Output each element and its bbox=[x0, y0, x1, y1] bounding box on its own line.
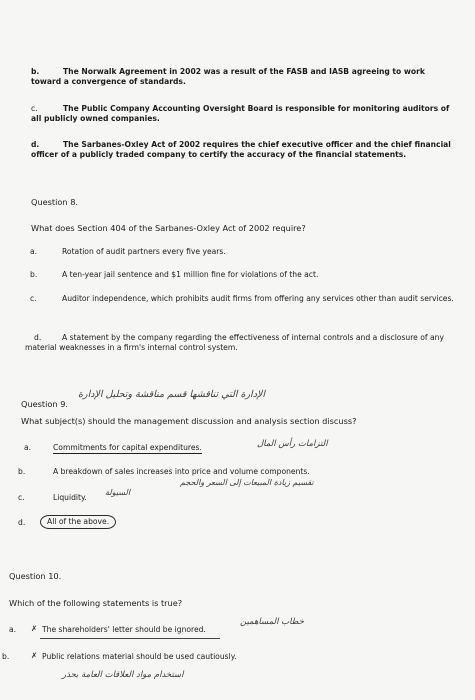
q9-option-c-text: Liquidity. bbox=[53, 493, 87, 502]
q10-title: Question 10. bbox=[9, 571, 62, 581]
cross-mark-icon: ✗ bbox=[31, 651, 38, 660]
q9-header-handwritten-note: الإدارة التي تناقشها قسم مناقشة وتحليل الإدارة bbox=[78, 389, 265, 400]
q10-option-b-letter: b. bbox=[2, 652, 10, 661]
q9-prompt: What subject(s) should the management discussion and analysis section discuss? bbox=[21, 416, 357, 426]
q8-title: Question 8. bbox=[31, 197, 79, 207]
q7-option-b-letter: b. bbox=[31, 67, 40, 76]
q9-option-d-letter: d. bbox=[18, 518, 26, 527]
q10-prompt: Which of the following statements is true? bbox=[9, 598, 183, 608]
q9-title: Question 9. bbox=[21, 399, 69, 409]
q9-option-b-letter: b. bbox=[18, 467, 26, 476]
cross-mark-icon: ✗ bbox=[31, 624, 38, 633]
q10-option-b-handwritten-note: استخدام مواد العلاقات العامة بحذر bbox=[62, 670, 184, 680]
q9-option-c-letter: c. bbox=[18, 493, 25, 502]
q8-option-a-text: Rotation of audit partners every five years. bbox=[62, 247, 226, 256]
q10-option-a-underline-stroke bbox=[40, 638, 220, 639]
q9-option-a-letter: a. bbox=[24, 443, 32, 452]
q8-prompt: What does Section 404 of the Sarbanes-Oxley Act of 2002 require? bbox=[31, 223, 306, 233]
q10-option-a-letter: a. bbox=[9, 625, 17, 634]
q9-option-d-circled-answer: All of the above. bbox=[40, 515, 116, 529]
q8-option-d-letter: d. bbox=[34, 333, 42, 342]
q10-option-a-text: The shareholders' letter should be ignored. bbox=[42, 625, 206, 634]
q9-option-a-handwritten-note: التزامات رأس المال bbox=[257, 439, 328, 449]
q9-option-a-underlined: Commitments for capital expenditures. bbox=[53, 443, 202, 452]
q9-option-b-handwritten-note: تقسيم زيادة المبيعات إلى السعر والحجم bbox=[180, 478, 314, 487]
q8-option-d-text: A statement by the company regarding the effectiveness of internal controls and a disclosure of any material weaknesses in a firm's internal control system. bbox=[25, 333, 444, 352]
q8-option-a-letter: a. bbox=[30, 247, 38, 256]
q7-option-b-text: The Norwalk Agreement in 2002 was a result of the FASB and IASB agreeing to work toward a convergence of standards. bbox=[31, 67, 425, 86]
q7-option-c-letter: c. bbox=[31, 104, 38, 113]
q10-option-a-handwritten-note: خطاب المساهمين bbox=[240, 617, 304, 627]
q9-option-b-text: A breakdown of sales increases into price and volume components. bbox=[53, 467, 310, 476]
q9-option-a-text bbox=[53, 443, 202, 453]
q8-option-c-text: Auditor independence, which prohibits audit firms from offering any services other than audit services. bbox=[62, 294, 454, 303]
q7-option-d-text: The Sarbanes-Oxley Act of 2002 requires the chief executive officer and the chief financial officer of a publicly traded company to certify the accuracy of the financial statements. bbox=[31, 140, 451, 159]
q7-option-c-text: The Public Company Accounting Oversight Board is responsible for monitoring auditors of all publicly owned companies. bbox=[31, 104, 450, 123]
q10-option-b-text: Public relations material should be used cautiously. bbox=[42, 652, 237, 661]
q9-option-c-handwritten-note: السيولة bbox=[105, 488, 131, 497]
q8-option-b-text: A ten-year jail sentence and $1 million fine for violations of the act. bbox=[62, 270, 319, 279]
q8-option-c-letter: c. bbox=[30, 294, 37, 303]
q8-option-b-letter: b. bbox=[30, 270, 38, 279]
q7-option-d-letter: d. bbox=[31, 140, 40, 149]
